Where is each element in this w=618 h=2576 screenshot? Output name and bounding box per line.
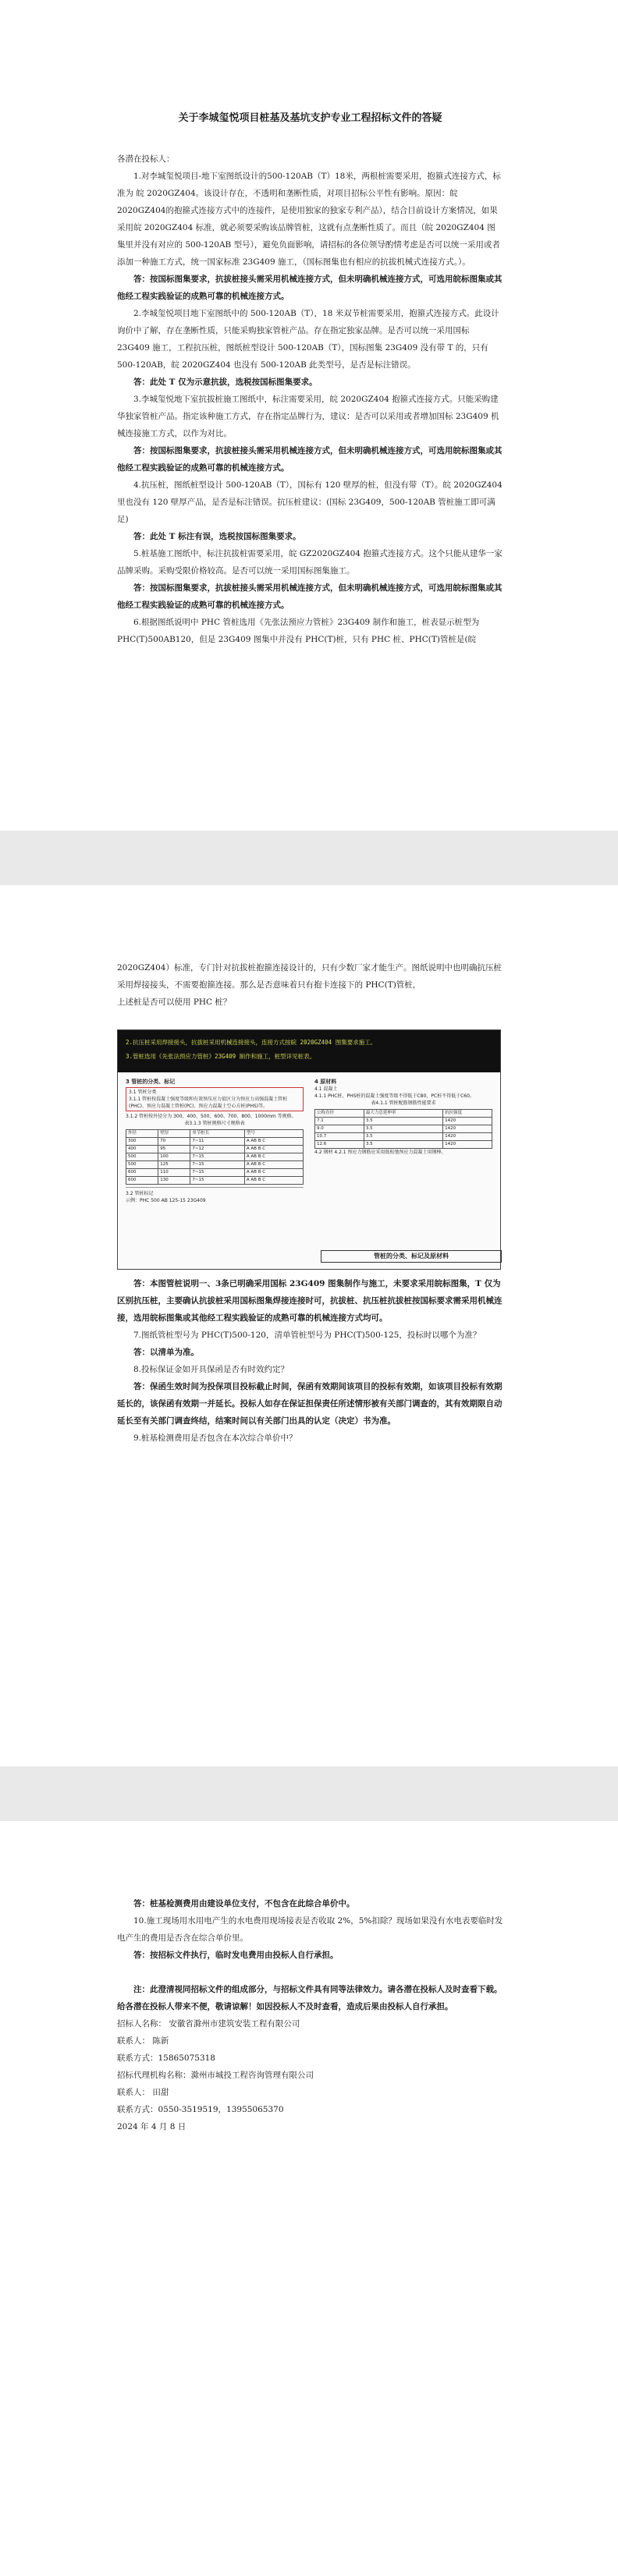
- drawing-note-line-2: 3.管桩选用《先张法预应力管桩》23G409 制作和施工，桩型详见桩表。: [126, 1053, 316, 1060]
- spec-table-cell: 400: [126, 1146, 158, 1153]
- steel-table-cell: 1420: [443, 1118, 492, 1125]
- spec-table-cell: 壁厚: [158, 1130, 190, 1138]
- spec-table-row: [126, 1177, 304, 1185]
- answer-2: 答：此处 T 仅为示意抗拔，选税按国标图集要求。: [133, 377, 318, 387]
- question-10: 10.施工现场用水用电产生的水电费用现场接表是否收取 2%，5%扣除？现场如果没有水电表要临时发电产生的费用是否含在综合单价里。: [117, 1916, 503, 1943]
- spec-table-cell: 7~15: [190, 1177, 245, 1185]
- tenderer-phone: 联系方式：15865075318: [117, 2053, 215, 2063]
- page-1-content: [117, 109, 503, 648]
- signature-block: [117, 2015, 503, 2135]
- question-1: 1.对李城玺悦项目-地下室图纸设计的500-120AB（T）18米，两根桩需要采用，抱箍式连接方式，标准为 皖 2020GZ404。该设计存在，不透明和垄断性质，对项目招标公平性有影响。原因：皖 2020GZ404的抱箍式连接方式中的连接件，是使用独家的独家专利产品），结合目前设计方案情况，如果采用皖 2020GZ404 标准，就必须要采购该品牌管桩，这就有点垄断性质了。而且（皖 2020GZ404 图集里并没有对应的 500-120AB 型号），避免负面影响，请招标的各位领导酌情考虑是否可以统一采用或者添加一种施工方式，统一国家标准 23G409 施工，（国标图集也有相应的抗拔机械式连接方式。）。: [117, 172, 501, 267]
- page-2-content-lower: [117, 1275, 503, 1447]
- spec-table-cell: 300: [126, 1138, 158, 1146]
- steel-table-row: [315, 1133, 492, 1141]
- spec-table-cell: 500: [126, 1153, 158, 1161]
- spec-table-cell: A AB B C: [244, 1153, 303, 1161]
- steel-table-row: [315, 1125, 492, 1133]
- answer-3: 答：按国标图集要求，抗拔桩接头需采用机械连接方式，但未明确机械连接方式，可选用皖标图集或其他经工程实践验证的成熟可靠的机械连接方式。: [117, 446, 503, 473]
- agent-contact: 联系人： 田甜: [117, 2088, 169, 2097]
- subsection-heading: 3.1 管桩分类: [129, 1090, 157, 1095]
- spec-table-cell: 600: [126, 1177, 158, 1185]
- spec-table-row: [126, 1153, 304, 1161]
- steel-table-row: [315, 1141, 492, 1149]
- page-3: [0, 1821, 618, 2576]
- atlas-right-column: [314, 1079, 492, 1258]
- answer-6: 答：本图管桩说明一、3条已明确采用国标 23G409 图集制作与施工，未要求采用皖标图集，T 仅为区别抗压桩，主要确认抗拔桩采用国标图集焊接连接时可，抗拔桩、抗压桩抗拔桩按国标要求需采用机械连接，选用皖标图集或其他经工程实践验证的成熟可靠的机械连接方式均可。: [117, 1279, 503, 1323]
- spec-table-cell: 125: [158, 1161, 190, 1169]
- answer-10: 答：按招标文件执行，临时发电费用由投标人自行承担。: [133, 1951, 339, 1960]
- spec-table-caption: 表3.1.3 管桩规格尺寸规格表: [184, 1121, 245, 1126]
- marking-heading: 3.2 管桩标记: [126, 1191, 154, 1196]
- question-6-part-2: 2020GZ404）标准，专门针对抗拔桩抱箍连接设计的，只有少数厂家才能生产。图纸说明中也明确抗压桩采用焊接接头，不需要抱箍连接。那么是否意味着只有抱卡连接下的 PHC(T)管桩，: [117, 963, 502, 990]
- atlas-page: [126, 1079, 492, 1261]
- page-3-content: [117, 1895, 503, 2135]
- document-title: 关于李城玺悦项目桩基及基坑支护专业工程招标文件的答疑: [178, 112, 442, 124]
- spec-table-cell: 500: [126, 1161, 158, 1169]
- page-1: [0, 0, 618, 831]
- spec-table-cell: 7~11: [190, 1138, 245, 1146]
- section-heading-classification: 3 管桩的分类、标记: [126, 1079, 176, 1085]
- drawing-excerpt-figure: [117, 1029, 501, 1270]
- steel-table-cell: 3.5: [364, 1118, 442, 1125]
- answer-9: 答：桩基检测费用由建设单位支付，不包含在此综合单价中。: [133, 1899, 355, 1908]
- steel-table-row: [315, 1118, 492, 1125]
- spec-table-row: [126, 1130, 304, 1138]
- steel-table-cell: 抗拉强度: [443, 1110, 492, 1118]
- classification-text: 3.1.1 管桩按混凝土强度等级和有效预压应力值区分为预应力高强混凝土管桩(PHC)、预应力混凝土管桩(PC)、预应力混凝土空心方桩(PHS)等。: [129, 1097, 288, 1109]
- section-heading-materials: 4 原材料: [314, 1079, 337, 1085]
- spec-table-cell: 70: [158, 1138, 190, 1146]
- steel-table-cell: 1420: [443, 1125, 492, 1133]
- spec-table-cell: 单节桩长: [190, 1130, 245, 1138]
- spec-table-row: [126, 1169, 304, 1177]
- steel-table-caption: 表4.1.1 管桩配筋钢筋性能要求: [371, 1100, 436, 1106]
- steel-table-cell: 3.5: [364, 1141, 442, 1149]
- steel-table-cell: 10.7: [315, 1133, 364, 1141]
- steel-table-cell: 9.0: [315, 1125, 364, 1133]
- agent-name: 招标代理机构名称：滁州市城投工程咨询管理有限公司: [117, 2071, 314, 2080]
- page-2: [0, 885, 618, 1766]
- atlas-left-column: [126, 1079, 304, 1258]
- steel-table-cell: 1420: [443, 1133, 492, 1141]
- steel-table: [314, 1109, 492, 1149]
- spec-table-cell: 7~15: [190, 1169, 245, 1177]
- divider: [126, 1187, 304, 1188]
- steel-text: 4.2 钢材 4.2.1 预应力钢筋应采用低松弛预应力混凝土用钢棒。: [314, 1150, 446, 1155]
- highlight-box: [126, 1087, 304, 1111]
- spec-table-cell: A AB B C: [244, 1161, 303, 1169]
- spec-table-cell: A AB B C: [244, 1146, 303, 1153]
- question-9: 9.桩基检测费用是否包含在本次综合单价中？: [133, 1433, 297, 1443]
- steel-table-cell: 7.1: [315, 1118, 364, 1125]
- tenderer-contact: 联系人： 陈新: [117, 2036, 169, 2046]
- spec-table-cell: 7~15: [190, 1153, 245, 1161]
- marking-example: 示例：PHC 500 AB 125-15 23G409: [126, 1198, 206, 1203]
- clarification-note: 注：此澄清视同招标文件的组成部分，与招标文件具有同等法律效力。请各潜在投标人及时查看下载。给各潜在投标人带来不便，敬请谅解！如因投标人不及时查看，造成后果由投标人自行承担。: [117, 1985, 503, 2011]
- spec-table-cell: 110: [158, 1169, 190, 1177]
- question-7: 7.图纸管桩型号为 PHC(T)500-120，清单管桩型号为 PHC(T)500-125，投标时以哪个为准？: [133, 1331, 481, 1340]
- page-2-content: [117, 959, 503, 1011]
- spec-table-cell: 600: [126, 1169, 158, 1177]
- document-date: 2024 年 4 月 8 日: [117, 2122, 186, 2131]
- spec-table-cell: 100: [158, 1153, 190, 1161]
- answer-1: 答：按国标图集要求，抗拔桩接头需采用机械连接方式，但未明确机械连接方式，可选用皖标图集或其他经工程实践验证的成熟可靠的机械连接方式。: [117, 275, 503, 301]
- drawing-note-header: [118, 1030, 500, 1072]
- spec-table-cell: 型号: [244, 1130, 303, 1138]
- spec-table-row: [126, 1161, 304, 1169]
- question-4: 4.抗压桩，图纸桩型设计 500-120AB（T），国标有 120 壁厚的桩，但没有带（T）。皖 2020GZ404 里也没有 120 壁厚产品，是否是标注错误。抗压桩建议：(国标 23G409，500-120AB 管桩施工即可满足): [117, 480, 503, 524]
- answer-7: 答：以清单为准。: [133, 1348, 199, 1357]
- page-gap-1: [0, 831, 618, 885]
- steel-table-cell: 1420: [443, 1141, 492, 1149]
- answer-8: 答：保函生效时间为投保项目投标截止时间，保函有效期间该项目的投标有效期，如该项目投标有效期延长的，该保函有效期一并延长。投标人如存在保证担保责任所述情形被有关部门调查的，其有效期限自动延长至有关部门调查终结，结案时间以有关部门出具的认定（决定）书为准。: [117, 1382, 503, 1426]
- drawing-note-line-1: 2.抗压桩采用焊接接头，抗拔桩采用机械连接接头，连接方式按皖 2020GZ404 图集要求施工。: [126, 1039, 377, 1046]
- question-8: 8.投标保证金如开具保函是否有时效约定？: [133, 1365, 289, 1374]
- spec-table-cell: 130: [158, 1177, 190, 1185]
- answer-4: 答：此处 T 标注有误，选税按国标图集要求。: [133, 532, 301, 541]
- tenderer-name: 招标人名称： 安徽省滁州市建筑安装工程有限公司: [117, 2019, 300, 2029]
- question-5: 5.桩基施工图纸中，标注抗拔桩需要采用，皖 GZ2020GZ404 抱箍式连接方式。这个只能从建华一家品牌采购。采购受限价格较高。是否可以统一采用国标图集施工。: [117, 549, 503, 576]
- spec-table: [126, 1129, 304, 1185]
- spec-table-cell: A AB B C: [244, 1169, 303, 1177]
- question-6-part-1: 6.根据图纸说明中 PHC 管桩选用《先张法预应力管桩》23G409 制作和施工，桩表显示桩型为 PHC(T)500AB120，但是 23G409 图集中并没有 PHC(T)桩，只有 PHC 桩、PHC(T)管桩是(皖: [117, 618, 480, 644]
- agent-phone: 联系方式：0550-3519519，13955065370: [117, 2105, 284, 2114]
- atlas-title-block: 管桩的分类、标记及原材料: [321, 1250, 502, 1263]
- page-gap-2: [0, 1766, 618, 1821]
- question-2: 2.李城玺悦项目地下室图纸中的 500-120AB（T），18 米双节桩需要采用，抱箍式连接方式。此设计询价中了解，存在垄断性质，只能采购独家管桩产品。存在指定独家品牌。是否可以统一采用国标 23G409 施工，工程抗压桩，图纸桩型设计 500-120AB（T），国标图集 23G409 没有带 T 的，只有 500-120AB，皖 2020GZ404 也没有 500-120AB 此类型号，是否是标注错误。: [117, 309, 499, 370]
- steel-table-row: [315, 1110, 492, 1118]
- steel-table-cell: 公称直径: [315, 1110, 364, 1118]
- spec-table-cell: 7~15: [190, 1161, 245, 1169]
- steel-table-cell: 3.5: [364, 1125, 442, 1133]
- spec-table-cell: A AB B C: [244, 1138, 303, 1146]
- question-6-part-3: 上述桩是否可以使用 PHC 桩？: [117, 997, 232, 1007]
- size-text: 3.1.2 管桩按外径分为 300、400、500、600、700、800、1000mm 等规格。: [126, 1114, 297, 1119]
- steel-table-cell: 3.5: [364, 1133, 442, 1141]
- spec-table-cell: A AB B C: [244, 1177, 303, 1185]
- concrete-text: 4.1.1 PHC桩、PHS桩的混凝土强度等级不得低于C80，PC桩不得低于C60。: [314, 1093, 474, 1099]
- concrete-subheading: 4.1 混凝土: [314, 1086, 338, 1092]
- spec-table-cell: 7~12: [190, 1146, 245, 1153]
- answer-5: 答：按国标图集要求，抗拔桩接头需采用机械连接方式，但未明确机械连接方式，可选用皖标图集或其他经工程实践验证的成熟可靠的机械连接方式。: [117, 583, 503, 610]
- spec-table-cell: 95: [158, 1146, 190, 1153]
- greeting: 各潜在投标人：: [117, 154, 175, 164]
- steel-table-cell: 最大力总延伸率: [364, 1110, 442, 1118]
- spec-table-row: [126, 1138, 304, 1146]
- spec-table-cell: 外径: [126, 1130, 158, 1138]
- question-3: 3.李城玺悦地下室抗拔桩施工图纸中，标注需要采用，皖 2020GZ404 抱箍式连接方式。只能采购建华独家管桩产品。指定该种施工方式，存在指定品牌行为，建议：是否可以采用或者增加国标 23G409 机械连接施工方式，以作为对比。: [117, 395, 499, 438]
- spec-table-row: [126, 1146, 304, 1153]
- steel-table-cell: 12.6: [315, 1141, 364, 1149]
